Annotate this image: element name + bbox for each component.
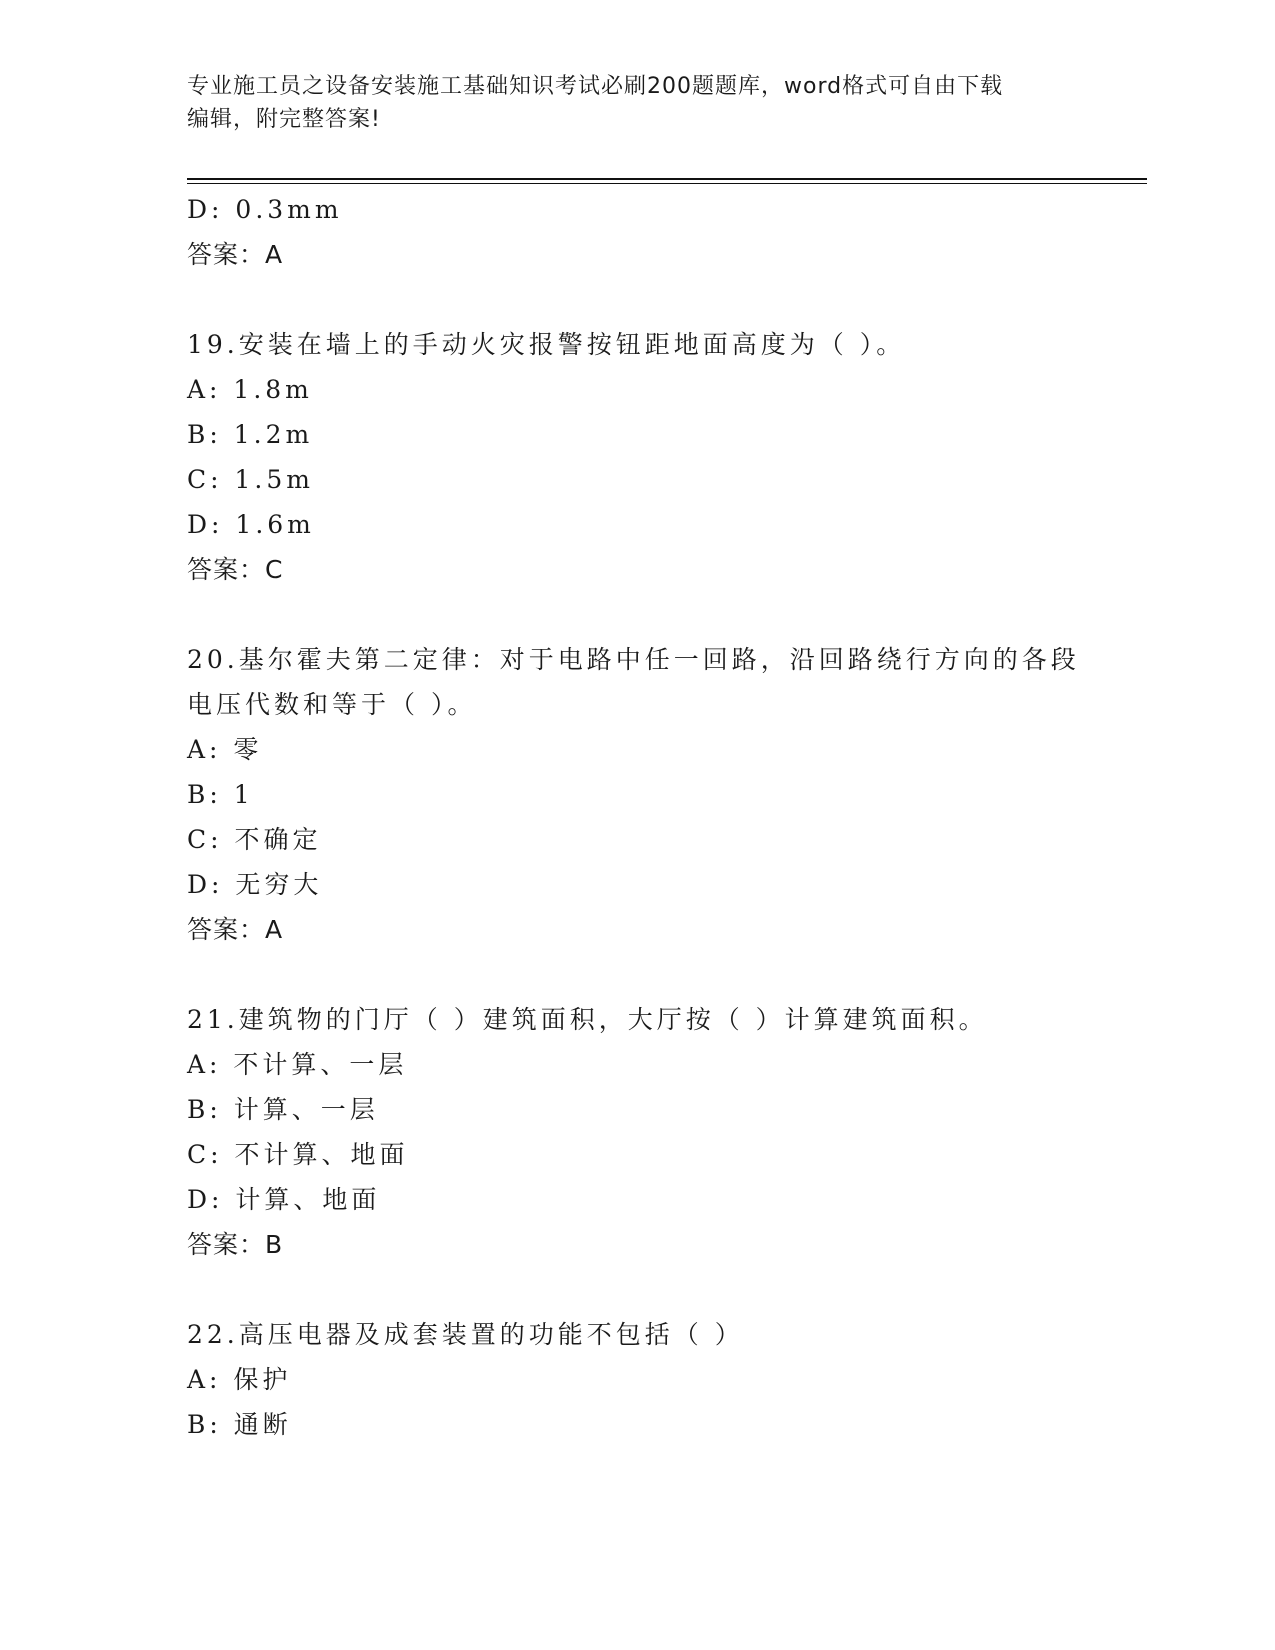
- document-header: [187, 70, 1087, 136]
- header-line-2: 编辑，附完整答案!: [187, 107, 381, 132]
- option-line: C: 1.5m: [187, 465, 314, 494]
- option-line: D: 无穷大: [187, 870, 323, 899]
- answer-line: 答案：B: [187, 1230, 284, 1259]
- question-line: 21.建筑物的门厅（ ）建筑面积，大厅按（ ）计算建筑面积。: [187, 1005, 988, 1034]
- option-line: C: 不计算、地面: [187, 1140, 409, 1169]
- question-line: 22.高压电器及成套装置的功能不包括（ ）: [187, 1320, 744, 1349]
- option-line: C: 不确定: [187, 825, 322, 854]
- option-line: B: 1.2m: [187, 420, 314, 449]
- option-line: B: 1: [187, 780, 254, 809]
- option-line: A: 不计算、一层: [187, 1050, 408, 1079]
- question-line: 19.安装在墙上的手动火灾报警按钮距地面高度为（ ）。: [187, 330, 906, 359]
- option-line: D: 1.6m: [187, 510, 315, 539]
- option-line: A: 保护: [187, 1365, 292, 1394]
- header-line-1: 专业施工员之设备安装施工基础知识考试必刷200题题库，word格式可自由下载: [187, 74, 1004, 99]
- option-line: B: 通断: [187, 1410, 292, 1439]
- answer-line: 答案：A: [187, 915, 284, 944]
- option-line: A: 1.8m: [187, 375, 313, 404]
- option-line: D: 0.3mm: [187, 195, 343, 224]
- header-divider-thick: [187, 178, 1147, 180]
- answer-line: 答案：A: [187, 240, 284, 269]
- option-line: A: 零: [187, 735, 263, 764]
- option-line: D: 计算、地面: [187, 1185, 381, 1214]
- question-line: 20.基尔霍夫第二定律：对于电路中任一回路，沿回路绕行方向的各段: [187, 645, 1080, 674]
- option-line: B: 计算、一层: [187, 1095, 379, 1124]
- header-divider-thin: [187, 183, 1147, 184]
- question-line: 电压代数和等于（ ）。: [187, 690, 477, 719]
- answer-line: 答案：C: [187, 555, 284, 584]
